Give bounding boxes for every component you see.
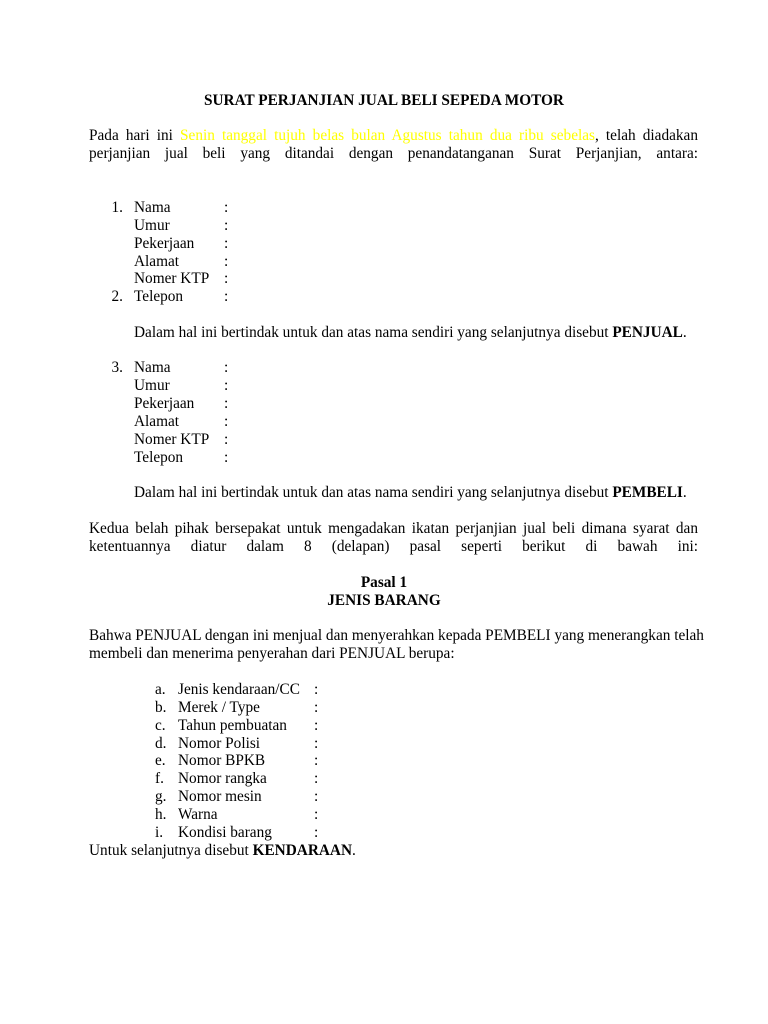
item-colon: : — [314, 699, 319, 716]
party1-statement — [134, 324, 687, 342]
party2-label-telepon: Telepon — [134, 449, 184, 466]
party1-row-number: 1. — [111, 199, 123, 216]
party2-label-nomer-ktp: Nomer KTP — [134, 431, 210, 448]
party2-statement-text: Dalam hal ini bertindak untuk dan atas nama sendiri yang selanjutnya disebut — [134, 484, 613, 501]
item-letter: d. — [155, 735, 167, 752]
item-colon: : — [314, 788, 319, 805]
intro-text-end: , telah diadakan — [594, 127, 698, 144]
pasal1-body-line-1: Bahwa PENJUAL dengan ini menjual dan menyerahkan kepada PEMBELI yang menerangkan telah — [89, 627, 704, 644]
item-label-nomor-mesin: Nomor mesin — [178, 788, 262, 805]
item-colon: : — [314, 770, 319, 787]
party1-row-number: 2. — [111, 288, 123, 305]
party2-colon: : — [224, 395, 229, 412]
party1-colon: : — [224, 253, 229, 270]
item-colon: : — [314, 752, 319, 769]
party2-colon: : — [224, 413, 229, 430]
intro-line-1 — [89, 127, 698, 145]
party1-colon: : — [224, 217, 229, 234]
pasal-number: Pasal 1 — [360, 574, 408, 591]
party1-colon: : — [224, 288, 229, 305]
party2-row-number: 3. — [111, 359, 123, 376]
item-letter: h. — [155, 806, 167, 823]
pasal1-closing-text: Untuk selanjutnya disebut — [89, 842, 253, 859]
item-label-kondisi-barang: Kondisi barang — [178, 824, 272, 841]
pasal-heading: JENIS BARANG — [327, 592, 441, 609]
party2-label-nama: Nama — [134, 359, 171, 376]
pasal1-body-line-2: membeli dan menerima penyerahan dari PENJUAL berupa: — [89, 645, 455, 662]
intro-line-2: perjanjian jual beli yang ditandai dengan penandatanganan Surat Perjanjian, antara: — [89, 145, 698, 162]
item-colon: : — [314, 681, 319, 698]
item-label-jenis-kendaraan: Jenis kendaraan/CC — [178, 681, 300, 698]
item-label-nomor-bpkb: Nomor BPKB — [178, 752, 266, 769]
pasal1-closing-period: . — [352, 842, 356, 859]
item-label-nomor-rangka: Nomor rangka — [178, 770, 267, 787]
party1-label-alamat: Alamat — [134, 253, 180, 270]
party2-colon: : — [224, 449, 229, 466]
agreement-line-2: ketentuannya diatur dalam 8 (delapan) pasal seperti berikut di bawah ini: — [89, 538, 698, 555]
party2-colon: : — [224, 359, 229, 376]
party1-statement-period: . — [682, 324, 687, 341]
item-colon: : — [314, 824, 319, 841]
item-letter: g. — [155, 788, 167, 805]
party2-statement — [134, 484, 687, 502]
item-colon: : — [314, 735, 319, 752]
item-colon: : — [314, 806, 319, 823]
party2-colon: : — [224, 377, 229, 394]
item-label-warna: Warna — [178, 806, 218, 823]
item-letter: f. — [155, 770, 164, 787]
party1-label-telepon: Telepon — [134, 288, 184, 305]
item-label-tahun-pembuatan: Tahun pembuatan — [178, 717, 287, 734]
party1-label-umur: Umur — [134, 217, 170, 234]
party1-statement-text: Dalam hal ini bertindak untuk dan atas nama sendiri yang selanjutnya disebut — [134, 324, 613, 341]
party2-colon: : — [224, 431, 229, 448]
intro-date-highlight: Senin tanggal tujuh belas bulan Agustus tahun dua ribu sebelas — [180, 127, 595, 144]
agreement-line-1: Kedua belah pihak bersepakat untuk mengadakan ikatan perjanjian jual beli dimana syarat dan — [89, 520, 698, 537]
item-letter: i. — [155, 824, 164, 841]
intro-text-start: Pada hari ini — [89, 127, 181, 144]
party1-colon: : — [224, 199, 229, 216]
party1-label-nomer-ktp: Nomer KTP — [134, 270, 210, 287]
party2-role-pembeli: PEMBELI — [612, 484, 683, 501]
party2-label-alamat: Alamat — [134, 413, 180, 430]
item-letter: c. — [155, 717, 166, 734]
party1-colon: : — [224, 270, 229, 287]
party1-label-nama: Nama — [134, 199, 171, 216]
party2-label-pekerjaan: Pekerjaan — [134, 395, 195, 412]
item-letter: b. — [155, 699, 167, 716]
party2-statement-period: . — [682, 484, 687, 501]
item-colon: : — [314, 717, 319, 734]
document-title: SURAT PERJANJIAN JUAL BELI SEPEDA MOTOR — [204, 92, 564, 109]
party2-label-umur: Umur — [134, 377, 170, 394]
term-kendaraan: KENDARAAN — [252, 842, 353, 859]
pasal1-closing — [89, 842, 356, 860]
item-letter: a. — [155, 681, 166, 698]
party1-role-penjual: PENJUAL — [612, 324, 683, 341]
party1-label-pekerjaan: Pekerjaan — [134, 235, 195, 252]
item-letter: e. — [155, 752, 166, 769]
party1-colon: : — [224, 235, 229, 252]
item-label-nomor-polisi: Nomor Polisi — [178, 735, 261, 752]
item-label-merek-type: Merek / Type — [178, 699, 260, 716]
